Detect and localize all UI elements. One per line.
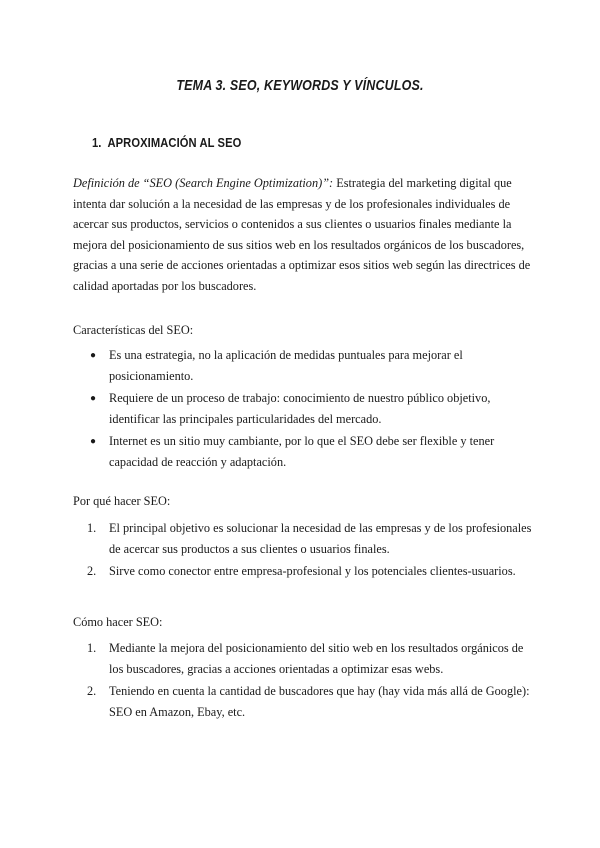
list-item [73,638,533,681]
list-number: 2. [87,563,97,578]
list-item [73,345,533,388]
list-number: 1. [87,641,97,655]
list-number: 1. [87,521,97,535]
section-heading-text: APROXIMACIÓN AL SEO [107,135,242,150]
porque-label: Por qué hacer SEO: [73,494,171,508]
list-item-text: Sirve como conector entre empresa-profesional y los potenciales clientes-usuarios. [109,563,516,578]
bullet-icon: ● [90,435,97,447]
definition-paragraph [73,173,531,297]
definition-text: Estrategia del marketing digital que intenta dar solución a la necesidad de las empresas y de los profesionales individuales de acercar sus productos, servicios o contenidos a sus clientes o usuarios finales mediante la mejora del posicionamiento de sus sitios web en los resultados orgánicos de los buscadores, gracias a una serie de acciones orientadas a optimizar esos sitios web según las directrices de calidad aportadas por los buscadores. [73,176,531,293]
list-item-text: Internet es un sitio muy cambiante, por lo que el SEO debe ser flexible y tener capacidad de reacción y adaptación. [109,433,495,470]
document-title: TEMA 3. SEO, KEYWORDS Y VÍNCULOS. [176,78,424,94]
section-number: 1. [92,135,102,150]
list-item [73,681,533,724]
list-item [73,561,533,582]
definition-term: Definición de “SEO (Search Engine Optimization)”: [73,176,334,190]
como-label: Cómo hacer SEO: [73,615,163,629]
list-item [73,518,533,561]
section-heading [92,135,241,150]
caracteristicas-list [73,345,533,473]
list-number: 2. [87,683,97,698]
como-list [73,638,533,724]
list-item-text: El principal objetivo es solucionar la necesidad de las empresas y de los profesionales de acercar sus productos a sus clientes o usuarios finales. [109,521,532,557]
bullet-icon: ● [90,350,97,361]
list-item-text: Teniendo en cuenta la cantidad de buscadores que hay (hay vida más allá de Google): SEO en Amazon, Ebay, etc. [109,683,530,720]
bullet-icon: ● [90,392,97,404]
list-item-text: Requiere de un proceso de trabajo: conocimiento de nuestro público objetivo, identificar las principales particularidades del mercado. [109,390,491,427]
caracteristicas-label: Características del SEO: [73,323,194,337]
list-item [73,388,533,431]
porque-list [73,518,533,582]
list-item [73,431,533,474]
list-item-text: Mediante la mejora del posicionamiento del sitio web en los resultados orgánicos de los buscadores, gracias a acciones orientadas a optimizar esas webs. [109,641,524,677]
list-item-text: Es una estrategia, no la aplicación de medidas puntuales para mejorar el posicionamiento. [109,348,463,384]
